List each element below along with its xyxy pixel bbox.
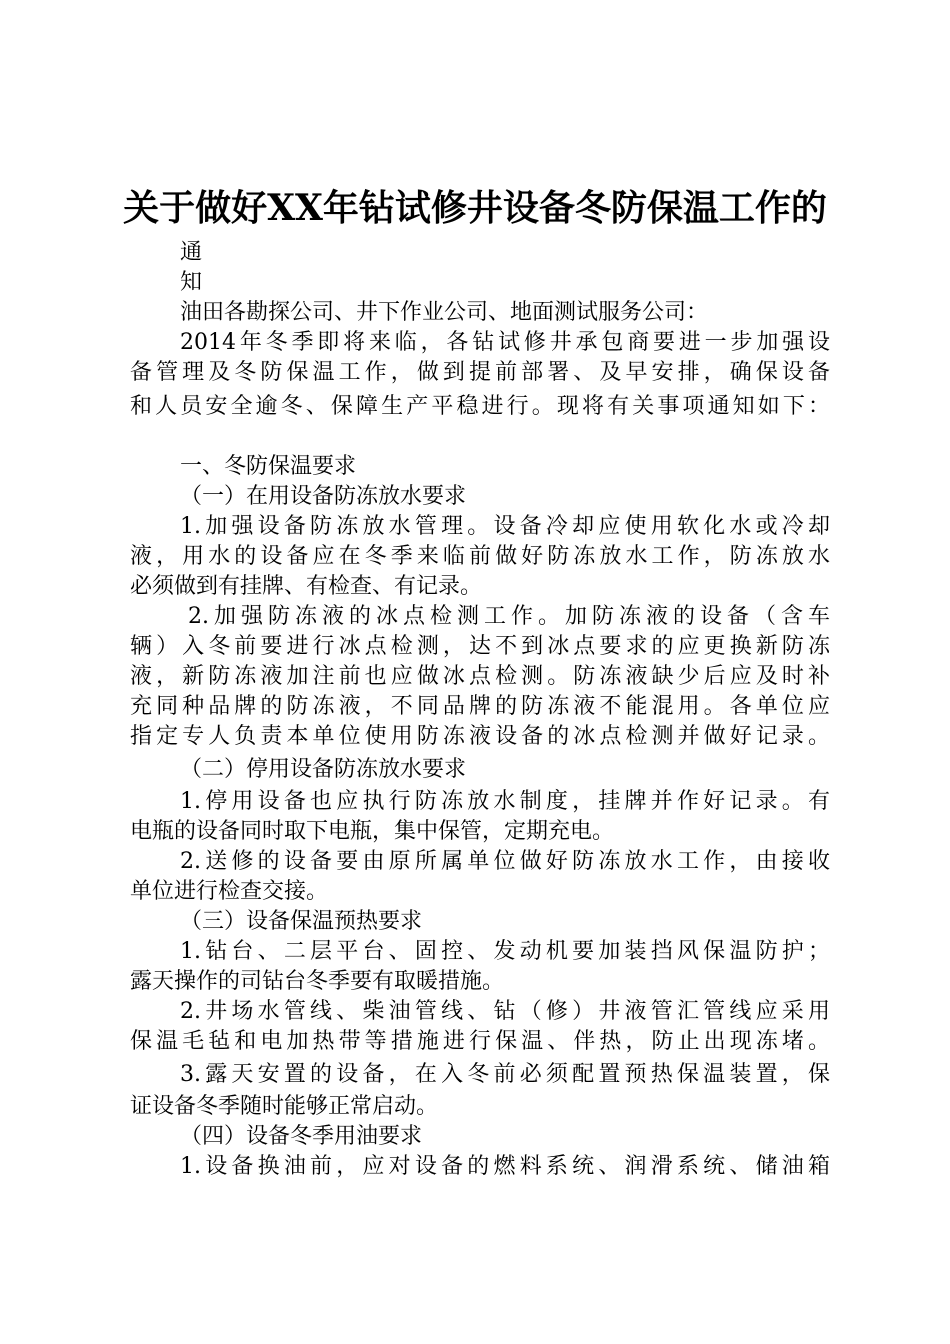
subsection-4-heading: （四）设备冬季用油要求 — [180, 1124, 423, 1149]
sub1-item2-line-1: 2.加强防冻液的冰点检测工作。加防冻液的设备（含车 — [188, 604, 830, 629]
sub1-item2-line-3: 液，新防冻液加注前也应做冰点检测。防冻液缺少后应及时补 — [130, 664, 830, 689]
sub2-item2-line-1: 2.送修的设备要由原所属单位做好防冻放水工作，由接收 — [180, 849, 830, 874]
sub3-item3-line-2: 证设备冬季随时能够正常启动。 — [130, 1094, 439, 1119]
document-title: 关于做好XX年钻试修井设备冬防保温工作的 — [123, 187, 827, 229]
title-char-tong: 通 — [180, 240, 203, 265]
intro-line-2: 备管理及冬防保温工作，做到提前部署、及早安排，确保设备 — [130, 360, 830, 385]
section-1-heading: 一、冬防保温要求 — [180, 454, 357, 479]
sub3-item3-line-1: 3.露天安置的设备，在入冬前必须配置预热保温装置，保 — [180, 1062, 830, 1087]
sub1-item1-line-3: 必须做到有挂牌、有检查、有记录。 — [130, 574, 483, 599]
addressee-line: 油田各勘探公司、井下作业公司、地面测试服务公司： — [180, 300, 709, 325]
intro-line-3: 和人员安全逾冬、保障生产平稳进行。现将有关事项通知如下： — [130, 394, 830, 419]
subsection-3-heading: （三）设备保温预热要求 — [180, 909, 423, 934]
sub2-item2-line-2: 单位进行检查交接。 — [130, 879, 329, 904]
sub1-item1-line-1: 1.加强设备防冻放水管理。设备冷却应使用软化水或冷却 — [180, 514, 830, 539]
subsection-2-heading: （二）停用设备防冻放水要求 — [180, 757, 467, 782]
sub1-item2-line-4: 充同种品牌的防冻液，不同品牌的防冻液不能混用。各单位应 — [130, 694, 830, 719]
title-char-zhi: 知 — [180, 270, 203, 295]
intro-line-1: 2014年冬季即将来临，各钻试修井承包商要进一步加强设 — [180, 330, 830, 355]
sub4-item1-line-1: 1.设备换油前，应对设备的燃料系统、润滑系统、储油箱 — [180, 1154, 830, 1179]
sub2-item1-line-2: 电瓶的设备同时取下电瓶，集中保管，定期充电。 — [130, 819, 615, 844]
sub3-item1-line-2: 露天操作的司钻台冬季要有取暖措施。 — [130, 969, 505, 994]
sub3-item2-line-1: 2.井场水管线、柴油管线、钻（修）井液管汇管线应采用 — [180, 999, 830, 1024]
sub1-item1-line-2: 液，用水的设备应在冬季来临前做好防冻放水工作，防冻放水 — [130, 544, 830, 569]
sub2-item1-line-1: 1.停用设备也应执行防冻放水制度，挂牌并作好记录。有 — [180, 789, 830, 814]
sub3-item1-line-1: 1.钻台、二层平台、固控、发动机要加装挡风保温防护； — [180, 939, 830, 964]
sub1-item2-line-5: 指定专人负责本单位使用防冻液设备的冰点检测并做好记录。 — [130, 724, 830, 749]
sub1-item2-line-2: 辆）入冬前要进行冰点检测，达不到冰点要求的应更换新防冻 — [130, 634, 830, 659]
subsection-1-heading: （一）在用设备防冻放水要求 — [180, 484, 467, 509]
sub3-item2-line-2: 保温毛毡和电加热带等措施进行保温、伴热，防止出现冻堵。 — [130, 1029, 830, 1054]
